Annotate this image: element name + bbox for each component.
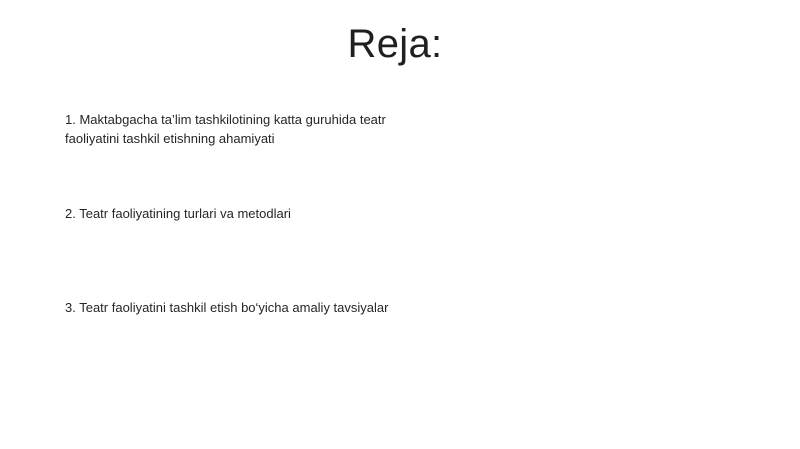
plan-item-2: 2. Teatr faoliyatining turlari va metodlari (65, 206, 291, 221)
slide-title: Reja: (347, 22, 443, 66)
plan-item-3: 3. Teatr faoliyatini tashkil etish bo‘yicha amaliy tavsiyalar (65, 300, 389, 315)
plan-item-1: 1. Maktabgacha ta’lim tashkilotining katta guruhida teatr faoliyatini tashkil etishning ahamiyati (65, 112, 386, 146)
